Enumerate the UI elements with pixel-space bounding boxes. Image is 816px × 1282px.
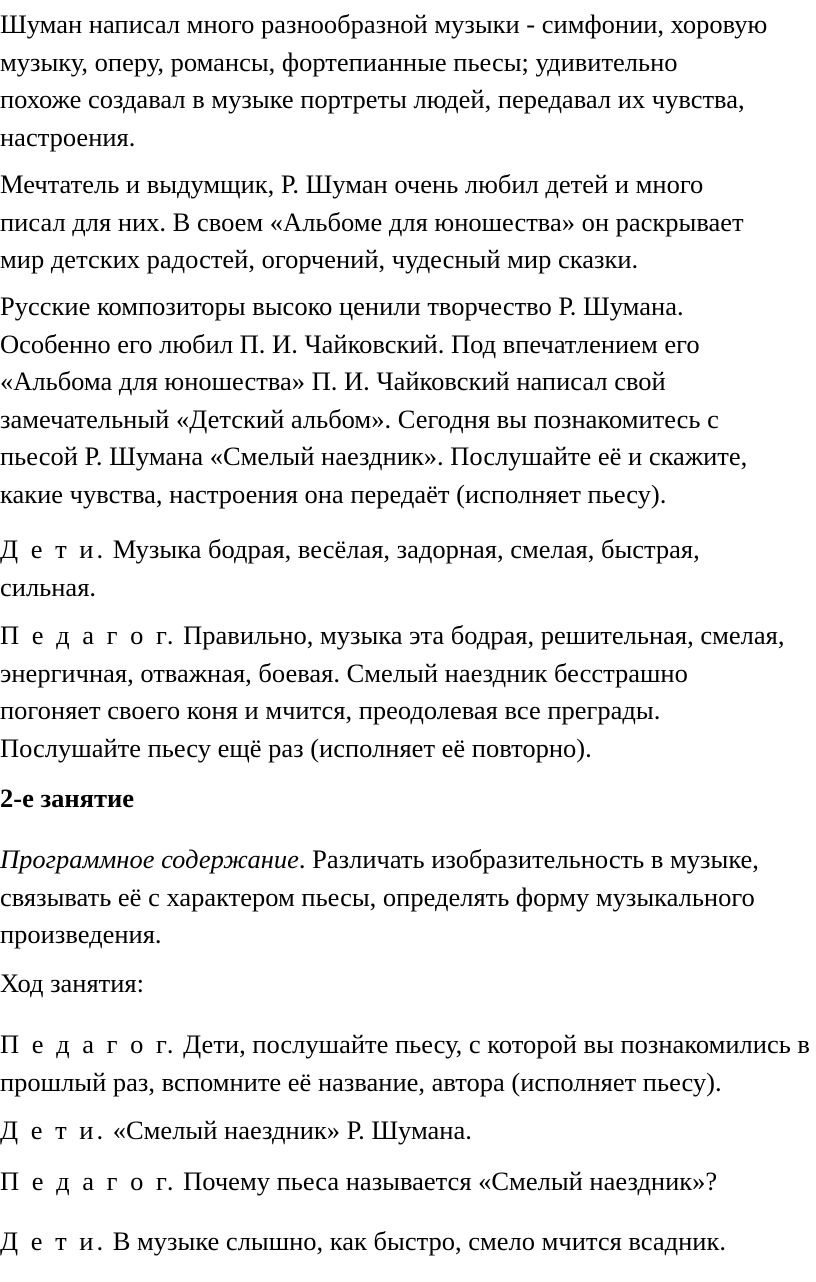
paragraph-teacher-reply-1 [0,617,816,767]
paragraph-children-answer-1 [0,531,816,606]
reply-text: Почему пьеса называется «Смелый наездник»? [176,1166,718,1196]
paragraph-children-answer-3 [0,1223,816,1261]
speaker-children: Д е т и. [0,1226,107,1256]
text-line: настроения. [0,121,136,152]
text-line: замечательный «Детский альбом». Сегодня вы познакомитесь с [0,403,719,434]
paragraph-program-content [0,841,816,954]
speaker-teacher: П е д а г о г. [0,1029,177,1059]
text-line [0,1223,816,1261]
program-content-text: . Различать изобразительность в музыке, [298,844,759,874]
text-line [0,531,816,569]
text-line: какие чувства, настроения она передаёт (исполняет пьесу). [0,478,667,509]
text-line: прошлый раз, вспомните её название, автора (исполняет пьесу). [0,1066,722,1097]
text-line: Мечтатель и выдумщик, Р. Шуман очень любил детей и много [0,169,704,199]
text-line: Русские композиторы высоко ценили творчество Р. Шумана. [0,291,684,321]
text-line [0,1163,816,1201]
reply-text: Правильно, музыка эта бодрая, решительная, смелая, [176,620,785,650]
paragraph-dreamer [0,166,816,279]
text-line: Послушайте пьесу ещё раз (исполняет её повторно). [0,732,592,763]
text-line: произведения. [0,919,162,949]
speaker-teacher: П е д а г о г. [0,620,177,650]
reply-text: Дети, послушайте пьесу, с которой вы познакомились в [176,1029,810,1059]
paragraph-russian-composers [0,288,816,513]
text-line: «Альбома для юношества» П. И. Чайковский написал свой [0,366,666,396]
paragraph-teacher-question [0,1163,816,1201]
text-line [0,841,816,879]
text-line: связывать её с характером пьесы, определять форму музыкального [0,881,755,912]
text-line: Особенно его любил П. И. Чайковский. Под впечатлением его [0,328,700,359]
speaker-teacher: П е д а г о г. [0,1166,177,1196]
text-line: Шуман написал много разнообразной музыки - симфонии, хоровую [0,9,768,39]
text-line: энергичная, отважная, боевая. Смелый наездник бесстрашно [0,657,688,688]
text-line: сильная. [0,571,97,602]
text-line: пьесой Р. Шумана «Смелый наездник». Послушайте её и скажите, [0,441,748,471]
text-line: писал для них. В своем «Альбоме для юношества» он раскрывает [0,206,744,237]
text-line: Ход занятия: [0,968,144,998]
speaker-children: Д е т и. [0,534,107,564]
paragraph-children-answer-2 [0,1112,816,1150]
paragraph-teacher-reply-2 [0,1026,816,1101]
text-line [0,617,816,655]
reply-text: «Смелый наездник» Р. Шумана. [106,1115,472,1145]
text-line: похоже создавал в музыке портреты людей, передавал их чувства, [0,84,745,114]
heading-text: 2-е занятие [0,783,135,813]
text-line [0,1026,816,1064]
paragraph-lesson-progress [0,965,816,1003]
text-line: музыку, оперу, романсы, фортепианные пьесы; удивительно [0,46,678,77]
program-content-label: Программное содержание [0,844,299,874]
speaker-children: Д е т и. [0,1115,107,1145]
reply-text: Музыка бодрая, весёлая, задорная, смелая, быстрая, [106,534,700,564]
text-line [0,1112,816,1150]
text-line: погоняет своего коня и мчится, преодолевая все преграды. [0,695,661,725]
reply-text: В музыке слышно, как быстро, смело мчится всадник. [106,1226,726,1256]
paragraph-schumann-works [0,6,816,156]
text-line: мир детских радостей, огорчений, чудесный мир сказки. [0,244,639,274]
section-heading [0,780,816,818]
